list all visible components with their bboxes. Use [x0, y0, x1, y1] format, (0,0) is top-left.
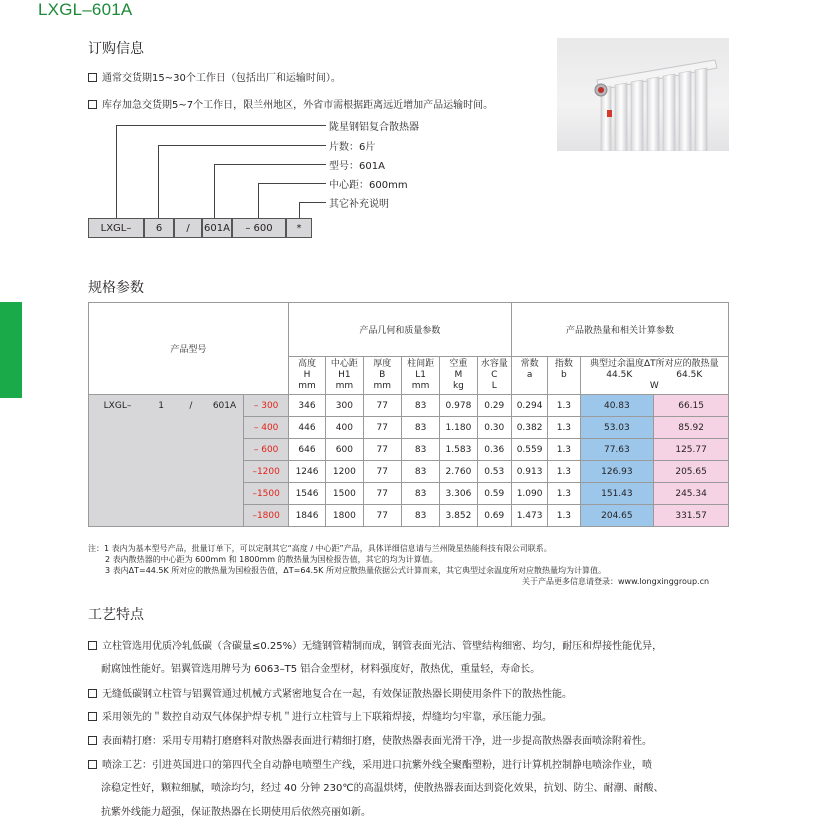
- craft-line: [88, 637, 662, 652]
- legend-item-2: 片数：6片: [329, 142, 376, 153]
- craft-line-text: 采用领先的＂数控自动双气体保护焊专机＂进行立柱管与上下联箱焊接，焊缝均匀牢靠，承压能力强。: [102, 712, 552, 723]
- cell-h: 1846: [288, 505, 325, 527]
- model-suffix: –1500: [244, 483, 288, 505]
- table-row: [89, 395, 729, 417]
- cell-l1: 83: [401, 505, 439, 527]
- cell-h1: 1800: [326, 505, 363, 527]
- cell-c: 0.69: [477, 505, 511, 527]
- model-title: LXGL–601A: [38, 0, 133, 19]
- checkbox-icon: [88, 73, 97, 82]
- leader-line: [258, 183, 259, 218]
- cell-c: 0.59: [477, 483, 511, 505]
- col-header: 高度 H mm: [288, 357, 325, 395]
- craft-line-text: 表面精打磨：采用专用精打磨磨料对散热器表面进行精细打磨，使散热器表面光滑干净，进一步提高散热器表面喷涂附着性。: [102, 736, 652, 747]
- cell-a: 0.382: [511, 417, 547, 439]
- leader-line: [158, 145, 159, 218]
- craft-line: [88, 708, 552, 723]
- cell-a: 0.294: [511, 395, 547, 417]
- craft-line: [88, 732, 652, 747]
- leader-line: [116, 125, 117, 218]
- note-2: 2 表内散热器的中心距为 600mm 和 1800mm 的散热量为国检报告值，其它的均为计算值。: [105, 555, 438, 564]
- craft-line-text: 无缝低碳钢立柱管与铝翼管通过机械方式紧密地复合在一起，有效保证散热器长期使用条件下的散热性能。: [102, 689, 572, 700]
- radiator-illustration: [557, 38, 729, 151]
- legend-item-4: 中心距：600mm: [329, 180, 408, 191]
- cell-m: 1.583: [440, 439, 477, 461]
- cell-h: 1246: [288, 461, 325, 483]
- order-info-title: 订购信息: [88, 41, 144, 57]
- leader-line: [214, 164, 326, 165]
- cell-heat-44: 151.43: [580, 483, 654, 505]
- leader-line: [116, 125, 326, 126]
- cell-l1: 83: [401, 439, 439, 461]
- craft-title: 工艺特点: [88, 607, 144, 623]
- order-bullet-2: [88, 96, 493, 111]
- spec-title: 规格参数: [88, 280, 144, 296]
- leader-line: [258, 183, 326, 184]
- leader-line: [158, 145, 326, 146]
- cell-b: 77: [363, 417, 401, 439]
- cell-h1: 1200: [326, 461, 363, 483]
- leader-line: [299, 202, 326, 203]
- craft-line: [88, 685, 572, 700]
- cell-b: 1.3: [548, 461, 580, 483]
- checkbox-icon: [88, 689, 97, 698]
- cell-a: 0.559: [511, 439, 547, 461]
- craft-line: [88, 756, 652, 771]
- side-tab: [0, 302, 22, 398]
- cell-h: 346: [288, 395, 325, 417]
- cell-heat-44: 204.65: [580, 505, 654, 527]
- cell-c: 0.29: [477, 395, 511, 417]
- craft-line-text: 立柱管选用优质冷轧低碳（含碳量≤0.25%）无缝钢管精制而成，钢管表面光洁、管壁结构细密、均匀，耐压和焊接性能优异，: [102, 641, 663, 652]
- cell-m: 1.180: [440, 417, 477, 439]
- cell-h1: 300: [326, 395, 363, 417]
- model-suffix: – 600: [244, 439, 288, 461]
- geometry-group-header: 产品几何和质量参数: [288, 303, 511, 357]
- cell-b: 77: [363, 483, 401, 505]
- legend-item-3: 型号：601A: [329, 161, 385, 172]
- note-website: 关于产品更多信息请登录：www.longxinggroup.cn: [522, 577, 710, 586]
- cell-h: 446: [288, 417, 325, 439]
- cell-heat-64: 66.15: [654, 395, 729, 417]
- craft-line-text: 耐腐蚀性能好。铝翼管选用牌号为 6063–T5 铝合金型材，材料强度好，散热优，重量轻，寿命长。: [101, 664, 541, 675]
- model-suffix: –1200: [244, 461, 288, 483]
- cell-b: 77: [363, 395, 401, 417]
- cell-b: 77: [363, 505, 401, 527]
- cell-heat-44: 126.93: [580, 461, 654, 483]
- cell-heat-64: 245.34: [654, 483, 729, 505]
- craft-line: [101, 803, 371, 818]
- cell-l1: 83: [401, 483, 439, 505]
- leader-line: [299, 202, 300, 218]
- cell-h: 646: [288, 439, 325, 461]
- model-count: 1: [146, 395, 176, 527]
- cell-heat-44: 53.03: [580, 417, 654, 439]
- cell-a: 0.913: [511, 461, 547, 483]
- heat-group-header: 产品散热量和相关计算参数: [511, 303, 728, 357]
- cell-l1: 83: [401, 395, 439, 417]
- craft-line-text: 喷涂工艺：引进英国进口的第四代全自动静电喷塑生产线，采用进口抗紫外线全聚酯塑粉，进行计算机控制静电喷涂作业，喷: [102, 760, 652, 771]
- cell-m: 3.306: [440, 483, 477, 505]
- legend-item-5: 其它补充说明: [329, 199, 389, 210]
- checkbox-icon: [88, 641, 97, 650]
- cell-m: 0.978: [440, 395, 477, 417]
- product-photo: [557, 38, 729, 151]
- col-header: 中心距 H1 mm: [326, 357, 363, 395]
- col-header: 常数 a: [511, 357, 547, 395]
- cell-m: 3.852: [440, 505, 477, 527]
- cell-heat-44: 77.63: [580, 439, 654, 461]
- craft-line: [101, 660, 540, 675]
- col-header: 水容量 C L: [477, 357, 511, 395]
- code-model: 601A: [202, 218, 232, 238]
- cell-heat-44: 40.83: [580, 395, 654, 417]
- cell-m: 2.760: [440, 461, 477, 483]
- cell-h: 1546: [288, 483, 325, 505]
- checkbox-icon: [88, 100, 97, 109]
- cell-c: 0.36: [477, 439, 511, 461]
- cell-a: 1.090: [511, 483, 547, 505]
- model-suffix: –1800: [244, 505, 288, 527]
- craft-line-text: 抗紫外线能力超强，保证散热器在长期使用后依然亮丽如新。: [101, 807, 371, 818]
- code-count: 6: [144, 218, 174, 238]
- note-1: 注：1 表内为基本型号产品，批量订单下，可以定制其它“高度 / 中心距”产品，具体详细信息请与兰州陇星热能科技有限公司联系。: [88, 544, 552, 553]
- cell-h1: 400: [326, 417, 363, 439]
- model-suffix: – 400: [244, 417, 288, 439]
- cell-h1: 1500: [326, 483, 363, 505]
- legend-item-1: 陇星钢铝复合散热器: [329, 122, 419, 133]
- model-prefix: LXGL–: [89, 395, 147, 527]
- col-header: 柱间距 L1 mm: [401, 357, 439, 395]
- cell-c: 0.53: [477, 461, 511, 483]
- cell-heat-64: 85.92: [654, 417, 729, 439]
- cell-l1: 83: [401, 417, 439, 439]
- order-bullet-1: [88, 69, 341, 84]
- code-center: – 600: [232, 218, 286, 238]
- checkbox-icon: [88, 736, 97, 745]
- col-header: 空重 M kg: [440, 357, 477, 395]
- cell-heat-64: 205.65: [654, 461, 729, 483]
- spec-table: [88, 302, 729, 527]
- cell-b: 1.3: [548, 483, 580, 505]
- cell-b: 77: [363, 439, 401, 461]
- product-model-header: 产品型号: [89, 303, 289, 395]
- cell-a: 1.473: [511, 505, 547, 527]
- cell-b: 1.3: [548, 505, 580, 527]
- note-3: 3 表内ΔT=44.5K 所对应的散热量为国检报告值，ΔT=64.5K 所对应散热量依据公式计算而来，其它典型过余温度所对应散热量均为计算值。: [105, 566, 606, 575]
- code-slash: /: [174, 218, 202, 238]
- model-slash: /: [176, 395, 205, 527]
- order-bullet-1-text: 通常交货期15~30个工作日（包括出厂和运输时间）。: [102, 73, 341, 84]
- cell-b: 77: [363, 461, 401, 483]
- col-header: 指数 b: [548, 357, 580, 395]
- code-prefix: LXGL–: [88, 218, 144, 238]
- model-suffix: – 300: [244, 395, 288, 417]
- cell-c: 0.30: [477, 417, 511, 439]
- code-extra: *: [286, 218, 312, 238]
- cell-heat-64: 331.57: [654, 505, 729, 527]
- craft-line: [101, 779, 664, 794]
- cell-h1: 600: [326, 439, 363, 461]
- heat-col-header: 典型过余温度ΔT所对应的散热量 44.5K 64.5K W: [580, 357, 728, 395]
- cell-b: 1.3: [548, 417, 580, 439]
- craft-line-text: 涂稳定性好，颗粒细腻，喷涂均匀，经过 40 分钟 230℃的高温烘烤，使散热器表面达到瓷化效果，抗划、防尘、耐潮、耐酸、: [101, 783, 664, 794]
- checkbox-icon: [88, 712, 97, 721]
- checkbox-icon: [88, 760, 97, 769]
- table-header-row: [89, 303, 729, 357]
- leader-line: [214, 164, 215, 218]
- model-type: 601A: [206, 395, 244, 527]
- col-header: 厚度 B mm: [363, 357, 401, 395]
- cell-b: 1.3: [548, 439, 580, 461]
- cell-b: 1.3: [548, 395, 580, 417]
- order-bullet-2-text: 库存加急交货期5~7个工作日，限兰州地区，外省市需根据距离远近增加产品运输时间。: [102, 100, 494, 111]
- cell-heat-64: 125.77: [654, 439, 729, 461]
- cell-l1: 83: [401, 461, 439, 483]
